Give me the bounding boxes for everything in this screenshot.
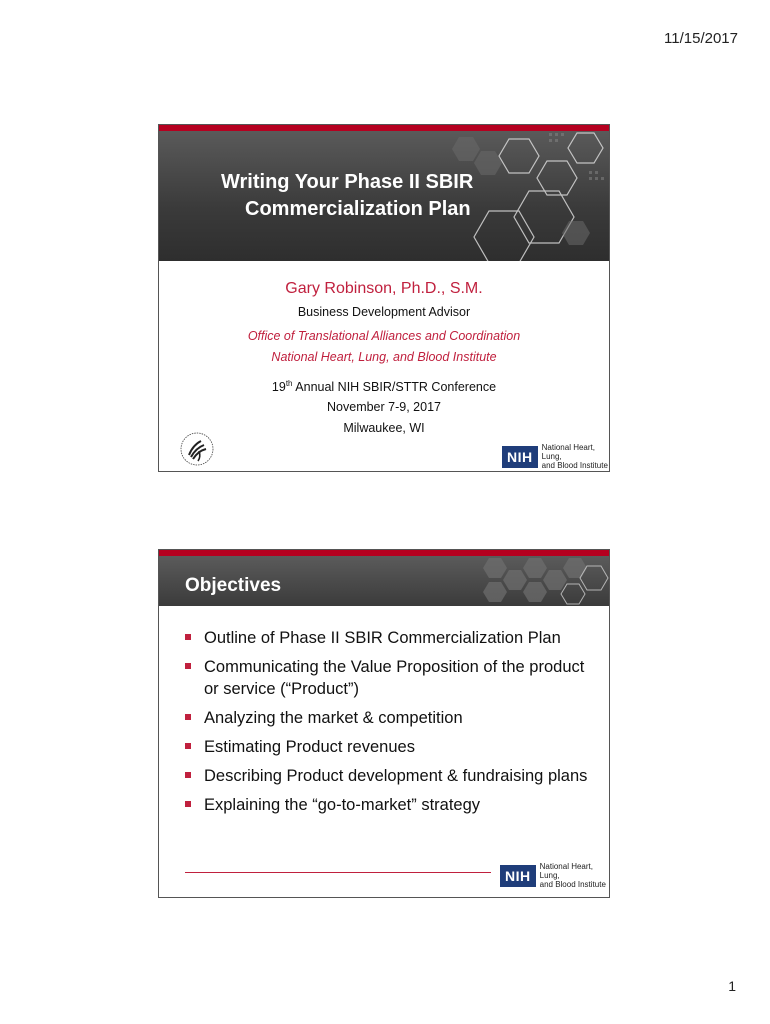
square-bullet-icon [185,772,191,778]
objectives-banner [159,556,609,606]
presenter-name: Gary Robinson, Ph.D., S.M. [285,280,483,297]
square-bullet-icon [185,663,191,669]
conference-dates: November 7-9, 2017 [327,400,441,414]
presenter-role: Business Development Advisor [297,305,471,319]
list-item [185,707,595,729]
square-bullet-icon [185,801,191,807]
conference-title: Annual NIH SBIR/STTR Conference [292,380,497,395]
objectives-slide [158,549,610,898]
square-bullet-icon [185,743,191,749]
nih-logo-text-line2: and Blood Institute [539,880,606,889]
list-item-text: Describing Product development & fundraising plans [204,767,588,785]
list-item-text: Outline of Phase II SBIR Commercialization Plan [204,629,561,647]
nih-logo-text [540,862,609,889]
objectives-list [185,627,595,823]
office-name: Office of Translational Alliances and Coordination [247,329,521,343]
institute-name: National Heart, Lung, and Blood Institute [271,350,497,364]
nih-logo-box: NIH [500,865,536,887]
list-item [185,765,595,787]
title-banner [159,131,609,261]
conference-ordinal-suffix: th [285,379,293,388]
footer-divider [185,872,491,873]
hhs-seal-icon [179,431,215,467]
list-item [185,794,595,816]
title-slide [158,124,610,472]
nih-logo [500,862,609,889]
square-bullet-icon [185,634,191,640]
list-item-text: Communicating the Value Proposition of the product or service (“Product”) [204,658,585,698]
square-bullet-icon [185,714,191,720]
slide-title: Objectives [185,575,282,596]
hexagon-decoration-icon [479,556,609,606]
page-number: 1 [728,978,736,994]
nih-logo-text-line2: and Blood Institute [541,461,608,470]
list-item [185,736,595,758]
conference-name [159,379,609,394]
slide-title [221,169,541,223]
nih-logo [502,443,609,470]
nih-logo-box: NIH [502,446,538,468]
slide-title-line1: Writing Your Phase II SBIR [221,171,474,193]
list-item-text: Estimating Product revenues [204,738,415,756]
nih-logo-text [542,443,609,470]
nih-logo-text-line1: National Heart, Lung, [541,443,595,461]
list-item-text: Explaining the “go-to-market” strategy [204,796,481,814]
list-item [185,627,595,649]
page-date: 11/15/2017 [664,30,738,47]
nih-logo-text-line1: National Heart, Lung, [539,862,593,880]
list-item [185,656,595,700]
conference-ordinal: 19 [271,380,286,395]
list-item-text: Analyzing the market & competition [204,709,463,727]
slide-title-line2: Commercialization Plan [245,198,471,220]
conference-location: Milwaukee, WI [343,421,425,435]
